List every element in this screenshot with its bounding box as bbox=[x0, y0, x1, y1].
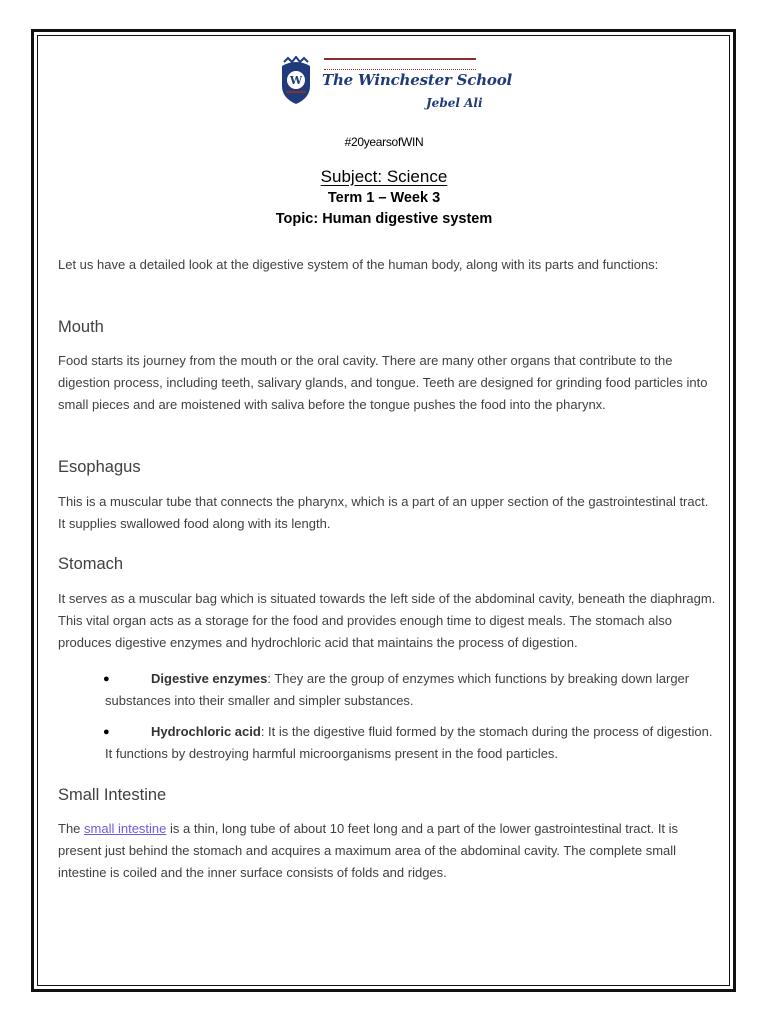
topic-heading: Topic: Human digestive system bbox=[275, 211, 493, 227]
small-intestine-text-before: The bbox=[58, 821, 85, 836]
bullet-dot-icon: ● bbox=[103, 726, 110, 738]
bullet-text: : They are the group of enzymes which functions by breaking down larger substances into their smaller and simpler substances. bbox=[105, 671, 690, 708]
mouth-paragraph: Food starts its journey from the mouth or the oral cavity. There are many other organs that contribute to the digestion process, including teeth, salivary glands, and tongue. Teeth are designed for grinding food particles into small pieces and are moistened with saliva before the tongue pushes the food into the pharynx. bbox=[58, 353, 708, 412]
hashtag: #20yearsofWIN bbox=[344, 135, 424, 149]
mouth-heading: Mouth bbox=[58, 318, 104, 336]
bullet-hydrochloric-acid bbox=[105, 721, 715, 765]
stomach-paragraph: It serves as a muscular bag which is situated towards the left side of the abdominal cavity, beneath the diaphragm. This vital organ acts as a storage for the food and provides enough time to digest meals. The stomach also produces digestive enzymes and hydrochloric acid that maintains the process of digestion. bbox=[58, 591, 716, 650]
subject-title bbox=[0, 167, 768, 187]
term-heading: Term 1 – Week 3 bbox=[327, 190, 441, 206]
bullet-term: Digestive enzymes bbox=[151, 671, 268, 686]
school-name: The Winchester School bbox=[322, 71, 513, 89]
bullet-text: : It is the digestive fluid formed by the stomach during the process of digestion. It functions by destroying harmful microorganisms present in the food particles. bbox=[105, 724, 713, 761]
arabic-script-decoration bbox=[324, 58, 476, 70]
subject-title-text: Subject: Science bbox=[320, 167, 448, 186]
school-location: Jebel Ali bbox=[426, 96, 483, 110]
esophagus-heading: Esophagus bbox=[58, 458, 141, 476]
esophagus-paragraph: This is a muscular tube that connects the pharynx, which is a part of an upper section of the gastrointestinal tract. It supplies swallowed food along with its length. bbox=[58, 494, 709, 531]
school-logo bbox=[278, 56, 513, 120]
small-intestine-paragraph bbox=[58, 818, 718, 884]
small-intestine-text-after: is a thin, long tube of about 10 feet long and a part of the lower gastrointestinal tract. It is present just behind the stomach and acquires a maximum area of the abdominal cavity. The complete small intestine is coiled and the inner surface consists of folds and ridges. bbox=[58, 821, 679, 880]
crest-letter: W bbox=[289, 74, 303, 87]
bullet-dot-icon: ● bbox=[103, 673, 110, 685]
intro-paragraph: Let us have a detailed look at the digestive system of the human body, along with its parts and functions: bbox=[58, 257, 659, 272]
stomach-heading: Stomach bbox=[58, 555, 124, 573]
school-crest-icon bbox=[278, 56, 314, 106]
bullet-digestive-enzymes bbox=[105, 668, 715, 712]
bullet-term: Hydrochloric acid bbox=[151, 724, 261, 739]
small-intestine-heading: Small Intestine bbox=[58, 786, 167, 804]
small-intestine-link[interactable]: small intestine bbox=[84, 821, 167, 836]
